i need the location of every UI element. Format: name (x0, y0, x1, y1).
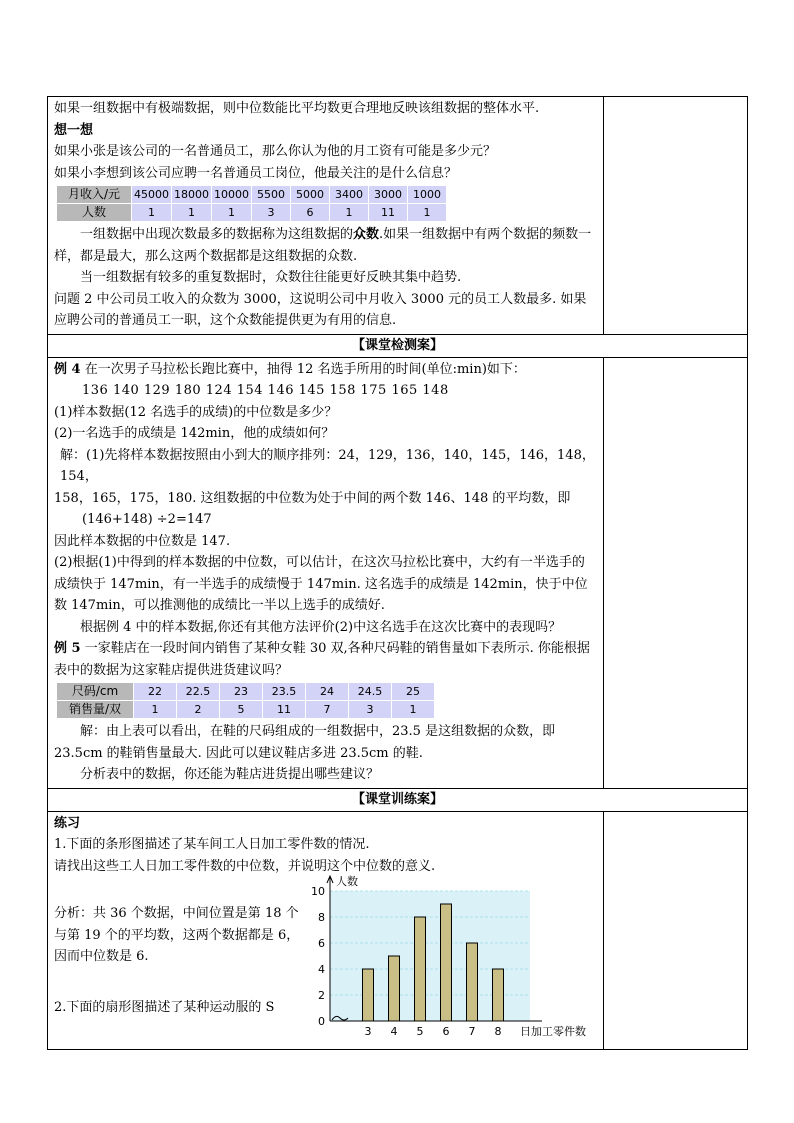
x-tick-label: 4 (390, 1025, 398, 1038)
practice-2: 2.下面的扇形图描述了某种运动服的 S (54, 1000, 275, 1015)
income-cell: 18000 (172, 186, 212, 204)
bar-8 (493, 969, 504, 1021)
mode-definition (54, 224, 597, 267)
size-cell: 22 (134, 683, 177, 701)
bar-7 (467, 943, 478, 1021)
solution-line-4: 因此样本数据的中位数是 147. (54, 533, 231, 549)
y-axis-label: 人数 (336, 875, 358, 888)
count-cell: 11 (369, 204, 408, 222)
example-5-label: 例 5 (54, 641, 81, 656)
problem-2-note: 问题 2 中公司员工收入的众数为 3000，这说明公司中月收入 3000 元的员工人数最多. 如果应聘公司的普通员工一职，这个众数能提供更为有用的信息. (54, 291, 587, 328)
size-cell: 23.5 (263, 683, 306, 701)
sales-row (57, 701, 435, 719)
count-row (57, 204, 447, 222)
practice-chart-area (54, 877, 597, 1047)
count-cell: 1 (408, 204, 447, 222)
x-tick-label: 6 (442, 1025, 450, 1038)
section-heading-check: 【课堂检测案】 (48, 334, 748, 357)
bar-4 (389, 956, 400, 1021)
question-zhang: 如果小张是该公司的一名普通员工，那么你认为他的月工资有可能是多少元？ (54, 144, 497, 159)
income-cell: 5500 (252, 186, 291, 204)
sales-cell: 3 (349, 701, 392, 719)
income-cell: 3000 (369, 186, 408, 204)
mode-note: 当一组数据有较多的重复数据时，众数往往能更好反映其集中趋势. (80, 270, 462, 285)
example-4-q1: (1)样本数据(12 名选手的成绩)的中位数是多少？ (54, 404, 338, 420)
example-5 (54, 638, 597, 681)
solution-line-3: (146+148) ÷2=147 (82, 512, 212, 527)
x-tick-label: 7 (468, 1025, 476, 1038)
practice-title: 练习 (54, 815, 81, 831)
size-row (57, 683, 435, 701)
side-column (604, 357, 748, 788)
mode-def-text: .如果一组数据中有两个数据的频数一样，都是最大，那么这两个数据都是这组数据的众数. (54, 227, 592, 264)
y-tick-label: 2 (318, 989, 325, 1002)
mode-def-text: 一组数据中出现次数最多的数据称为这组数据的 (80, 227, 354, 242)
sales-cell: 5 (220, 701, 263, 719)
example-5-solution: 解：由上表可以看出，在鞋的尺码组成的一组数据中，23.5 是这组数据的众数，即 23.5cm 的鞋销售量最大. 因此可以建议鞋店多进 23.5cm 的鞋. (54, 724, 556, 761)
bar-3 (363, 969, 374, 1021)
worksheet-table (47, 96, 748, 1050)
income-cell: 3400 (330, 186, 369, 204)
size-cell: 25 (392, 683, 435, 701)
size-cell: 23 (220, 683, 263, 701)
example-4-data: 136 140 129 180 124 154 146 145 158 175 165 148 (82, 383, 449, 398)
count-label: 人数 (57, 204, 132, 222)
bar-6 (441, 904, 452, 1021)
income-cell: 1000 (408, 186, 447, 204)
worksheet-frame (47, 96, 747, 1050)
mode-term: 众数 (353, 227, 380, 242)
income-cell: 5000 (291, 186, 330, 204)
sales-cell: 1 (392, 701, 435, 719)
sales-label: 销售量/双 (57, 701, 134, 719)
example-4 (54, 359, 597, 381)
y-tick-label: 4 (318, 963, 325, 976)
practice-1: 1.下面的条形图描述了某车间工人日加工零件数的情况. (54, 837, 370, 852)
x-tick-label: 8 (494, 1025, 502, 1038)
size-cell: 24.5 (349, 683, 392, 701)
section-practice (48, 812, 603, 1050)
sales-cell: 11 (263, 701, 306, 719)
count-cell: 1 (132, 204, 172, 222)
y-tick-label: 10 (311, 885, 325, 898)
think-further: 根据例 4 中的样本数据,你还有其他方法评价(2)中这名选手在这次比赛中的表现吗？ (80, 619, 562, 635)
y-tick-label: 0 (318, 1015, 325, 1028)
example-4-q2: (2)一名选手的成绩是 142min，他的成绩如何？ (54, 426, 335, 441)
income-cell: 45000 (132, 186, 172, 204)
section-examples (48, 358, 603, 788)
income-label: 月收入/元 (57, 186, 132, 204)
income-cell: 10000 (212, 186, 252, 204)
sales-cell: 2 (177, 701, 220, 719)
question-li: 如果小李想到该公司应聘一名普通员工岗位，他最关注的是什么信息？ (54, 165, 458, 181)
x-tick-label: 5 (416, 1025, 424, 1038)
x-axis-label: 日加工零件数 (520, 1025, 586, 1038)
count-cell: 1 (212, 204, 252, 222)
example-5-followup: 分析表中的数据，你还能为鞋店进货提出哪些建议？ (80, 767, 380, 782)
count-cell: 3 (252, 204, 291, 222)
solution-line-5: (2)根据(1)中得到的样本数据的中位数，可以估计，在这次马拉松比赛中，大约有一半选手的成绩快于 147min，有一半选手的成绩慢于 147min. 这名选手的成绩是 142min，快于中位数 147min，可以推测他的成绩比一半以上选手的成绩好. (54, 555, 588, 613)
example-5-text: 一家鞋店在一段时间内销售了某种女鞋 30 双,各种尺码鞋的销售量如下表所示. 你能根据表中的数据为这家鞋店提供进货建议吗？ (54, 641, 590, 678)
x-tick-label: 3 (364, 1025, 372, 1038)
practice-1-question: 请找出这些工人日加工零件数的中位数，并说明这个中位数的意义. (54, 858, 436, 874)
bar-5 (415, 917, 426, 1021)
count-cell: 1 (330, 204, 369, 222)
y-tick-label: 6 (318, 937, 325, 950)
bar-chart (306, 871, 606, 1047)
think-heading: 想一想 (54, 122, 94, 138)
practice-analysis: 分析：共 36 个数据，中间位置是第 18 个与第 19 个的平均数，这两个数据都是 6，因而中位数是 6. (54, 906, 300, 964)
income-row (57, 186, 447, 204)
income-table (56, 185, 447, 222)
side-column (604, 97, 748, 335)
size-cell: 22.5 (177, 683, 220, 701)
size-cell: 24 (306, 683, 349, 701)
count-cell: 1 (172, 204, 212, 222)
shoe-table (56, 682, 435, 719)
size-label: 尺码/cm (57, 683, 134, 701)
y-tick-label: 8 (318, 911, 325, 924)
sales-cell: 1 (134, 701, 177, 719)
section-median-mode (48, 97, 603, 334)
example-4-label: 例 4 (54, 361, 81, 377)
solution-line-2: 158，165，175，180. 这组数据的中位数为处于中间的两个数 146、148 的平均数，即 (54, 490, 571, 506)
median-note: 如果一组数据中有极端数据，则中位数能比平均数更合理地反映该组数据的整体水平. (54, 101, 540, 116)
example-4-text: 在一次男子马拉松长跑比赛中，抽得 12 名选手所用的时间(单位:min)如下： (84, 361, 526, 377)
count-cell: 6 (291, 204, 330, 222)
section-heading-practice: 【课堂训练案】 (48, 788, 748, 811)
solution-line-1: 解：(1)先将样本数据按照由小到大的顺序排列：24，129，136，140，145，146，148，154， (60, 447, 595, 484)
sales-cell: 7 (306, 701, 349, 719)
side-column (604, 811, 748, 1050)
